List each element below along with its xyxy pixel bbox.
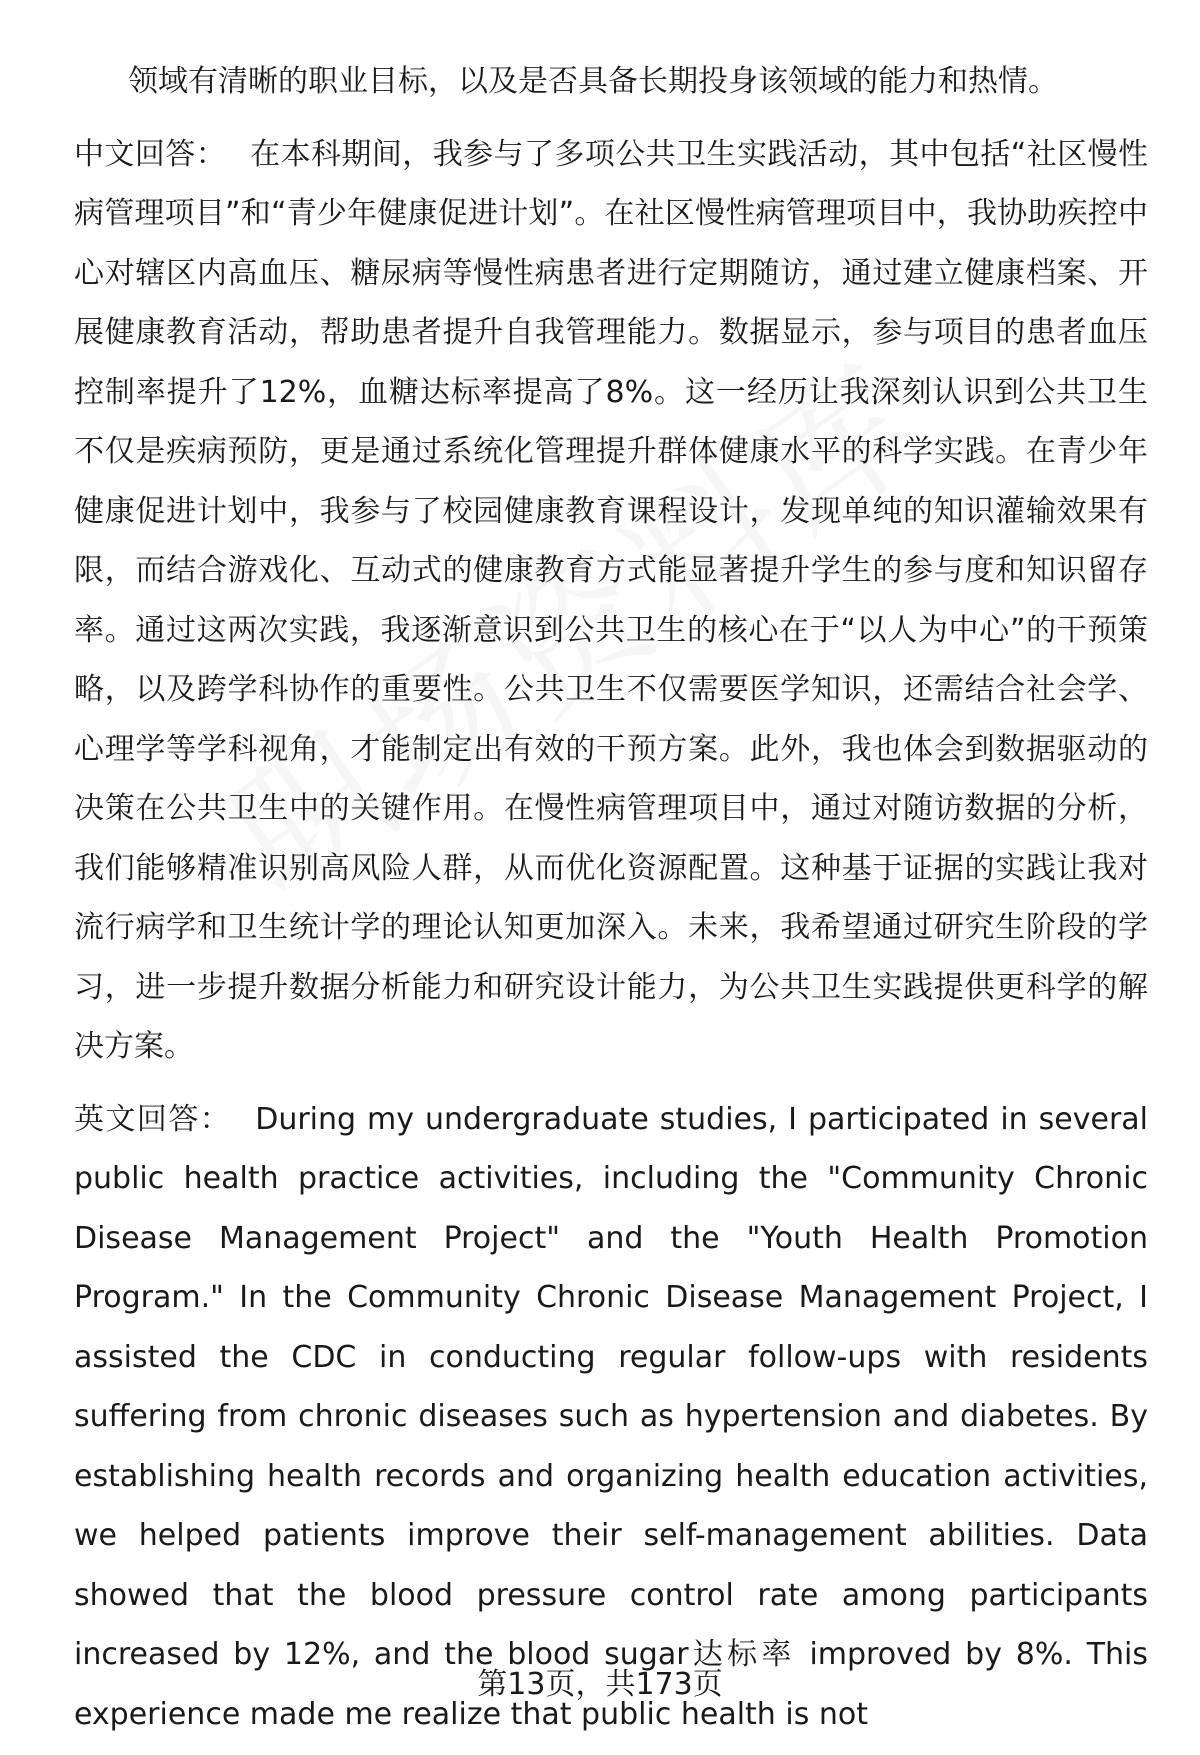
english-answer-text: During my undergraduate studies, I participated in several public health practice activities, including the "Community Chronic Disease Management Project" and the "Youth Health Promotion Program." In the Community Chronic Disease Management Project, I assisted the CDC in conducting regular follow-ups with residents suffering from chronic diseases such as hypertension and diabetes. By establishing health records and organizing health education activities, we helped patients improve their self-management abilities. Data showed that the blood pressure control rate among participants increased by 12%, and the blood sugar达标率 improved by 8%. This experience made me realize that public health is not [74,1101,1149,1732]
chinese-answer-text: 在本科期间，我参与了多项公共卫生实践活动，其中包括“社区慢性病管理项目”和“青少年健康促进计划”。在社区慢性病管理项目中，我协助疾控中心对辖区内高血压、糖尿病等慢性病患者进行定期随访，通过建立健康档案、开展健康教育活动，帮助患者提升自我管理能力。数据显示，参与项目的患者血压控制率提升了12%，血糖达标率提高了8%。这一经历让我深刻认识到公共卫生不仅是疾病预防，更是通过系统化管理提升群体健康水平的科学实践。在青少年健康促进计划中，我参与了校园健康教育课程设计，发现单纯的知识灌输效果有限，而结合游戏化、互动式的健康教育方式能显著提升学生的参与度和知识留存率。通过这两次实践，我逐渐意识到公共卫生的核心在于“以人为中心”的干预策略，以及跨学科协作的重要性。公共卫生不仅需要医学知识，还需结合社会学、心理学等学科视角，才能制定出有效的干预方案。此外，我也体会到数据驱动的决策在公共卫生中的关键作用。在慢性病管理项目中，通过对随访数据的分析，我们能够精准识别高风险人群，从而优化资源配置。这种基于证据的实践让我对流行病学和卫生统计学的理论认知更加深入。未来，我希望通过研究生阶段的学习，进一步提升数据分析能力和研究设计能力，为公共卫生实践提供更科学的解决方案。 [74,136,1149,1064]
chinese-answer-paragraph [74,125,1148,1077]
chinese-answer-label: 中文回答： [74,136,227,172]
english-answer-label: 英文回答： [74,1101,232,1137]
page-footer: 第13页，共173页 [477,1667,723,1702]
english-answer-paragraph [74,1090,1148,1745]
continued-paragraph: 领域有清晰的职业目标，以及是否具备长期投身该领域的能力和热情。 [128,64,1058,99]
